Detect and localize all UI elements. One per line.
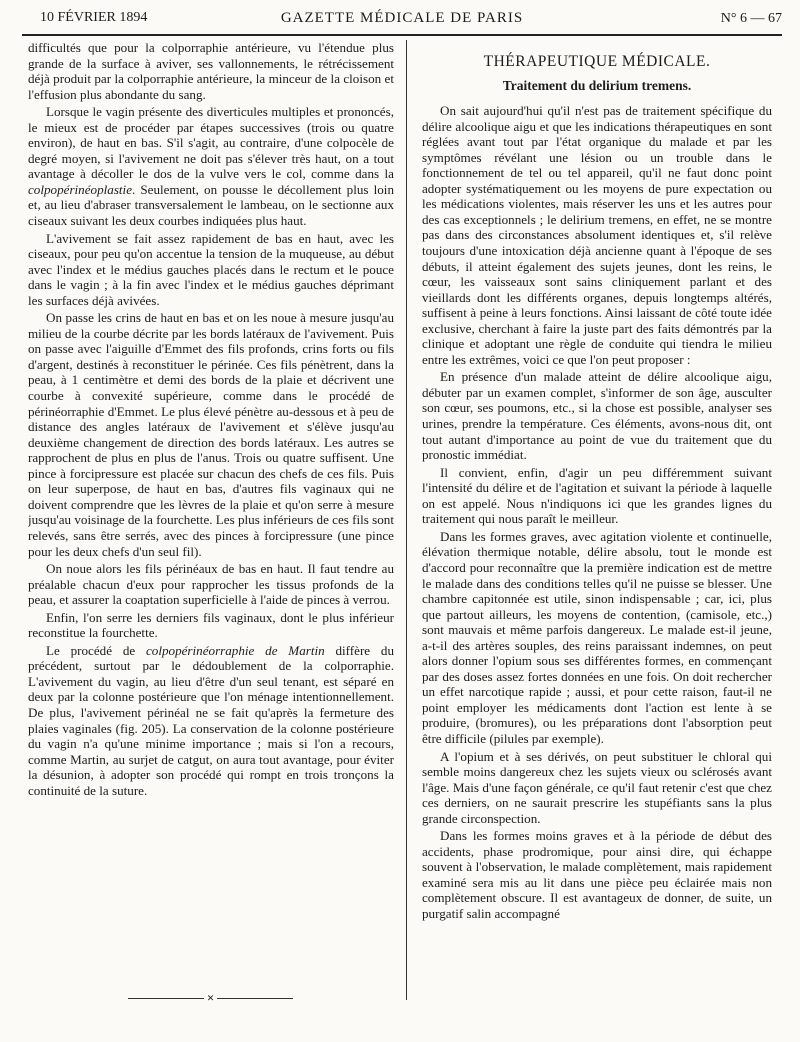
ornament-line — [128, 998, 204, 999]
ornament-line — [217, 998, 293, 999]
paragraph: A l'opium et à ses dérivés, on peut substituer le chloral qui semble moins dangereux chez les sujets vieux ou sclérosés avant l'âge. Mais d'une façon générale, ce qu'il faut retenir c'est que chez ces derniers, on ne saurait prescrire les stupéfiants sans la plus grande circonspection. — [422, 748, 772, 826]
page-header — [22, 6, 782, 32]
header-date: 10 FÉVRIER 1894 — [40, 10, 148, 25]
paragraph: difficultés que pour la colporraphie antérieure, vu l'étendue plus grande de la surface à aviver, ses vallonnements, le rétrécissement déjà produit par la colporraphie antérieure, la minceur de la cloison et l'effusion plus abondante du sang. — [28, 40, 394, 102]
paragraph — [28, 104, 394, 228]
paragraph: Il convient, enfin, d'agir un peu différemment suivant l'intensité du délire et de l'agitation et suivant la période à laquelle on est appelé. Nous n'indiquons ici que les grandes lignes du traitement qui nous paraît le meilleur. — [422, 464, 772, 527]
italic-term: colpopérinéorraphie de Martin — [145, 642, 325, 658]
italic-term: colpopérinéoplastie — [28, 181, 133, 197]
paragraph: Dans les formes graves, avec agitation violente et continuelle, élévation thermique notable, délire absolu, tout le monde est d'accord pour reconnaître que la première indication est de mettre le malade dans des conditions telles qu'il ne puisse se blesser. Une chambre capitonnée est utile, sinon indispensable ; car, ici, plus que partout ailleurs, les moyens de contention, (camisole, etc.,) sont mauvais et même parfois dangereux. Le malade est-il jeune, a-t-il des artères souples, des reins paraissant indemnes, on peut alors donner l'opium sous ses différentes formes, en commençant par des doses assez fortes données en une fois. On doit rechercher un effet narcotique rapide ; aussi, et pour cette raison, faut-il ne point employer les médicaments dont l'action est lente à se produire, (bromures), ou les préparations dont l'absorption peut être difficile (pilules par exemple). — [422, 528, 772, 746]
section-title: THÉRAPEUTIQUE MÉDICALE. — [483, 53, 711, 70]
header-rule — [22, 34, 782, 36]
text-run: Le procédé de — [46, 642, 146, 658]
text-run: . Seulement, on pousse le décollement plus loin et, au lieu d'abraser transversalement le lambeau, on le sectionne aux ciseaux suivant les deux courbes indiquées plus haut. — [28, 181, 394, 229]
paragraph: Dans les formes moins graves et à la période de début des accidents, phase prodromique, pour ainsi dire, qui échappe souvent à l'observation, le malade complètement, mais rapidement examiné sera mis au lit dans une pièce peu éclairée mais non complètement obscure. Il est avantageux de donner, de suite, un purgatif salin accompagné — [422, 828, 772, 921]
left-column — [28, 40, 394, 1030]
end-ornament — [128, 993, 293, 1003]
paragraph: L'avivement se fait assez rapidement de bas en haut, avec les ciseaux, pour peu qu'on accentue la tension de la muqueuse, au début avec l'index et le médius gauches placés dans le rectum et le pouce dans le vagin ; à la fin avec l'index et le médius gauches déprimant les surfaces déjà avivées. — [28, 230, 394, 308]
journal-title: GAZETTE MÉDICALE DE PARIS — [280, 10, 524, 26]
paragraph: On noue alors les fils périnéaux de bas en haut. Il faut tendre au préalable chacun d'eux pour rapprocher les tissus profonds de la peau, et assurer la coaptation superficielle à l'aide de pinces à verrou. — [28, 561, 394, 608]
ornament-mark: ✕ — [206, 993, 215, 1003]
paragraph: On sait aujourd'hui qu'il n'est pas de traitement spécifique du délire alcoolique aigu et que les indications thérapeutiques en sont réglées avant tout par l'état organique du malade et par les symptômes révélant une lésion ou un trouble dans le fonctionnement de tel ou tel appareil, qu'il ne faut donc point adopter systématiquement ou les moyens de pure expectation ou les médications violentes, mais réserver les uns et les autres pour des cas exceptionnels ; le delirium tremens, en effet, ne se montre pas dans des circonstances absolument identiques et, s'il relève toujours d'une intoxication déjà ancienne quant à l'époque de ses débuts, il atteint également des sujets jeunes, dont les reins, le cœur, les vaisseaux sont sains cliniquement parlant et des vieillards dont les différents organes, depuis longtemps altérés, suffisent à peine à leurs fonctions. Ainsi laissant de côté toute idée exclusive, cherchant à faire la juste part des faits démontrés par la clinique et adoptant une règle de conduite qui tiendra le milieu entre les extrêmes, voici ce que l'on peut proposer : — [422, 103, 772, 367]
paragraph: On passe les crins de haut en bas et on les noue à mesure jusqu'au milieu de la courbe décrite par les bords latéraux de l'avivement. Puis on passe avec l'aiguille d'Emmet des fils profonds, crins forts ou fils d'argent, destinés à reconstituer le périnée. Ces fils pénètrent, dans la peau, à 1 centimètre et demi des bords de la plaie et décrivent une courbe à convexité supérieure, comme dans le procédé de périnéorraphie d'Emmet. Le plus élevé pénètre au-dessous et à peu de distance des angles latéraux de l'avivement et s'élève jusqu'au deuxième changement de direction des bords latéraux. Les autres se rapprochent de plus en plus de l'anus. Trois ou quatre suffisent. Une pince à forcipressure est placée sur chacun des chefs de ces fils. Puis on leur superpose, de haut en bas, d'autres fils vaginaux qui ne doivent comprendre que les lèvres de la plaie et qu'on serre à mesure jusqu'au voisinage de la fourchette. Les plus inférieurs de ces fils sont relevés, sans être serrés, avec des pinces à forcipressure (une pince pour les deux chefs d'un seul fil). — [28, 310, 394, 559]
column-divider — [406, 40, 407, 1000]
article-title: Traitement du delirium tremens. — [502, 77, 692, 93]
text-run: diffère du précédent, surtout par le dédoublement de la colporraphie. L'avivement du vagin, au lieu d'être d'un seul tenant, est séparé en deux par la colonne postérieure que l'on ménage intentionnellement. De plus, l'avivement périnéal ne se fait qu'après la fermeture des plaies vaginales (fig. 205). La conservation de la colonne postérieure du vagin n'a qu'une minime importance ; mais si l'on a recours, comme Martin, au surjet de catgut, on aura tout avantage, pour éviter la désunion, à adopter son procédé qui rompt en trois tronçons la continuité de la suture. — [28, 642, 394, 798]
page-number: N° 6 — 67 — [720, 11, 782, 26]
text-run: Lorsque le vagin présente des diverticules multiples et prononcés, le mieux est de procéder par étapes successives (trois ou quatre environ), de haut en bas. S'il s'agit, au contraire, d'une colpocèle de degré moyen, si l'avivement ne doit pas s'élever très haut, on a tout avantage à décoller le dos de la vulve vers le col, comme dans la — [28, 104, 394, 182]
paragraph: Enfin, l'on serre les derniers fils vaginaux, dont le plus inférieur reconstitue la fourchette. — [28, 609, 394, 641]
right-column — [422, 40, 772, 1030]
paragraph — [28, 643, 394, 798]
paragraph: En présence d'un malade atteint de délire alcoolique aigu, débuter par un examen complet, s'informer de son âge, ausculter son cœur, ses poumons, etc., si la chose est possible, analyser ses urines, prendre la température. Ces éléments, avons-nous dit, ont tout autant d'importance au point de vue du traitement que du pronostic immédiat. — [422, 369, 772, 463]
